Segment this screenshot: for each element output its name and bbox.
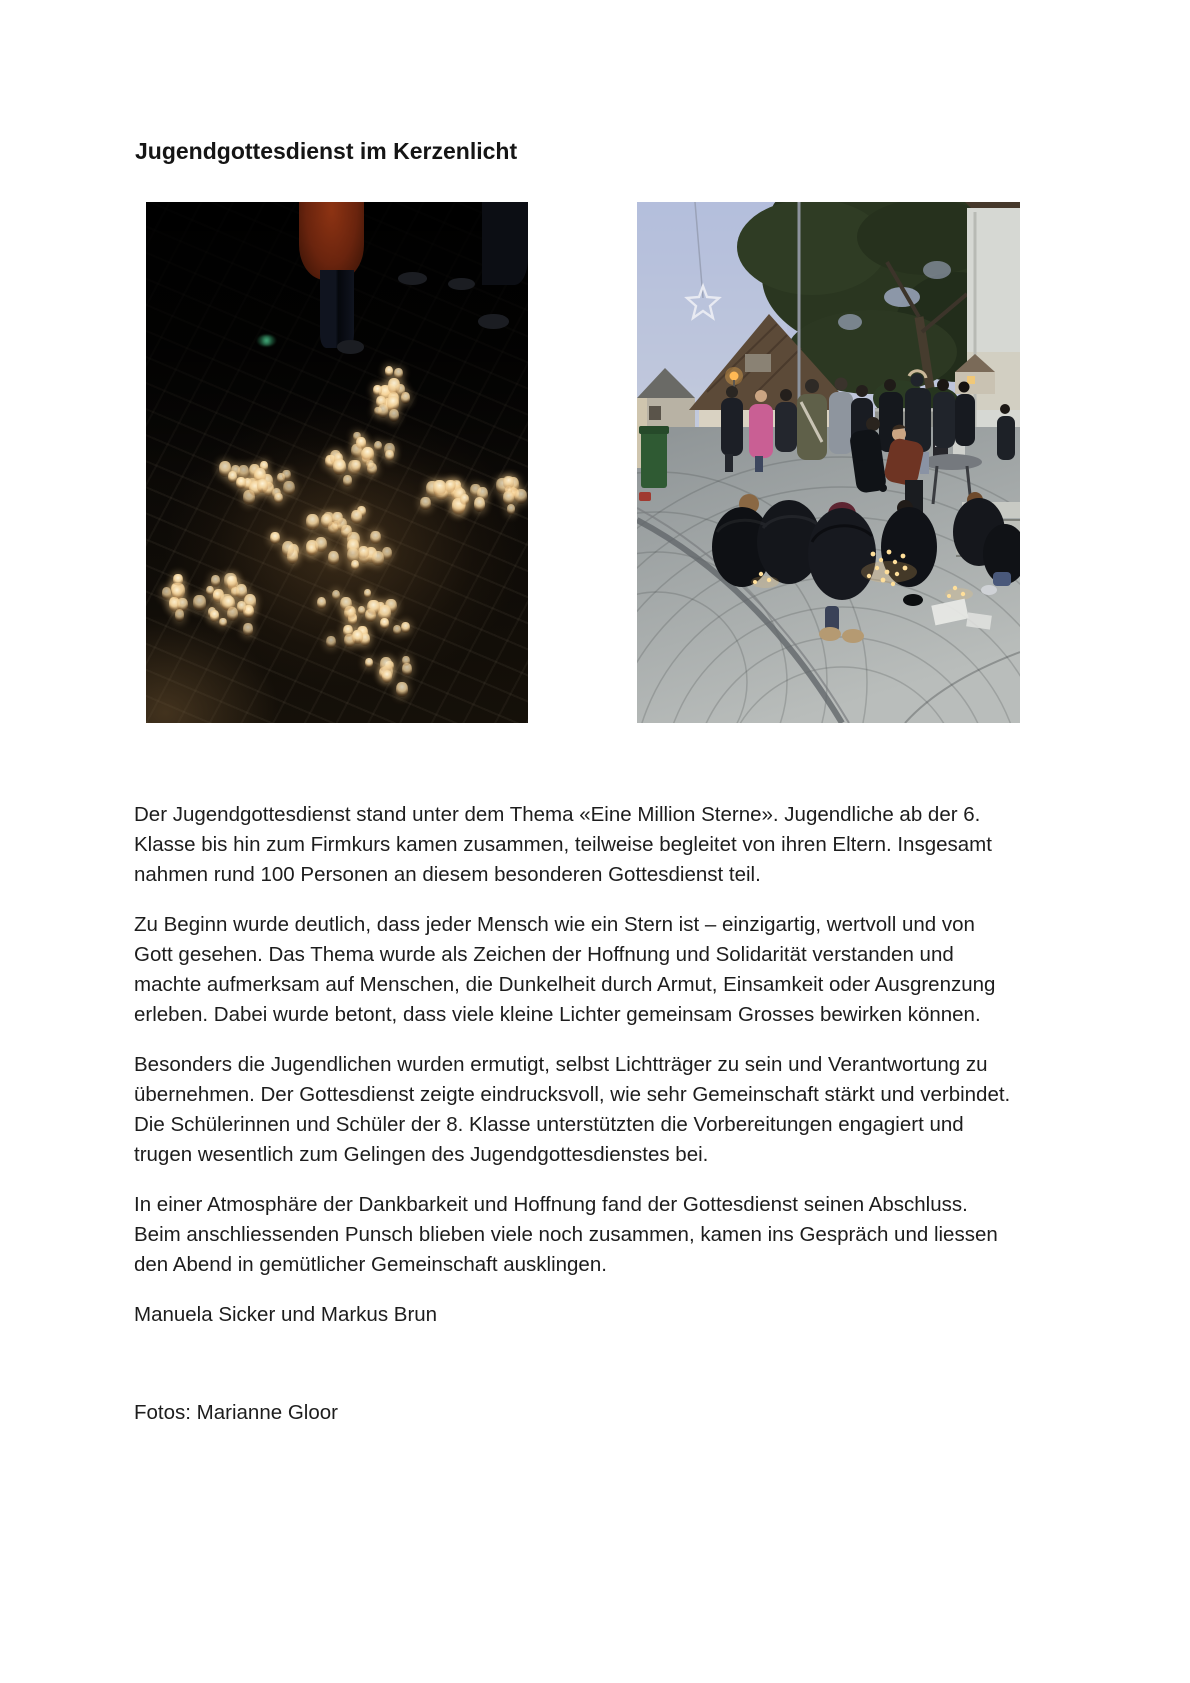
candle-glow bbox=[307, 544, 316, 555]
candle-glow bbox=[393, 625, 401, 635]
paragraph: In einer Atmosphäre der Dankbarkeit und Hoffnung fand der Gottesdienst seinen Abschluss. Beim anschliessenden Punsch blieben viele noch zusammen, kamen ins Gespräch und liessen den Abend in gemütlicher Gemeinschaft ausklingen. bbox=[134, 1193, 998, 1276]
candle-glow bbox=[219, 618, 227, 628]
photo-shoe bbox=[478, 314, 509, 329]
candle-glow bbox=[373, 385, 382, 396]
candle-glow bbox=[177, 598, 188, 611]
candle-glow bbox=[352, 630, 363, 644]
candle-glow bbox=[402, 656, 410, 666]
candle-glow bbox=[270, 532, 280, 544]
candle-glow bbox=[257, 479, 268, 493]
candle-glow bbox=[385, 366, 394, 377]
photo-plaza-dusk bbox=[637, 202, 1020, 723]
paragraph: Zu Beginn wurde deutlich, dass jeder Mensch wie ein Stern ist – einzigartig, wertvoll und von Gott gesehen. Das Thema wurde als Zeichen der Hoffnung und Solidarität verstanden und machte aufmerksam auf Menschen, die Dunkelheit durch Armut, Einsamkeit oder Ausgrenzung erleben. Dabei wurde betont, dass viele kleine Lichter gemeinsam Grosses bewirken können. bbox=[134, 913, 996, 1026]
candle-glow bbox=[503, 491, 514, 505]
photo-shoe bbox=[398, 272, 427, 285]
candle-glow bbox=[243, 623, 253, 635]
candle-glow bbox=[282, 470, 290, 480]
candle-glow bbox=[380, 618, 389, 629]
candle-glow bbox=[237, 601, 246, 612]
candle-glow bbox=[389, 409, 400, 422]
candle-glow bbox=[358, 606, 365, 615]
candle-glow bbox=[283, 481, 294, 495]
candle-glow bbox=[367, 600, 379, 615]
candle-glow bbox=[222, 596, 234, 611]
candle-glow bbox=[358, 546, 369, 560]
candle-glow bbox=[396, 682, 408, 697]
candle-glow bbox=[503, 476, 513, 489]
candle-glow bbox=[474, 497, 486, 511]
candle-glow bbox=[382, 670, 392, 683]
candle-glow bbox=[445, 480, 455, 493]
paragraph: Besonders die Jugendlichen wurden ermutigt, selbst Lichtträger zu sein und Verantwortung zu übernehmen. Der Gottesdienst zeigte eindrucksvoll, wie sehr Gemeinschaft stärkt und verbindet. Die Schülerinnen und Schüler der 8. Klasse unterstützten die Vorbereitungen engagiert und trugen wesentlich zum Gelingen des Jugendgottesdienstes bei. bbox=[134, 1053, 1011, 1166]
candle-glow bbox=[385, 450, 394, 461]
candle-glow bbox=[351, 510, 362, 524]
candle-glow bbox=[173, 574, 182, 586]
candle-glow bbox=[332, 590, 341, 601]
candle-glow bbox=[326, 636, 336, 648]
candle-glow bbox=[343, 475, 352, 486]
candle-glow bbox=[401, 622, 410, 633]
candle-glow bbox=[211, 575, 220, 587]
candle-glow bbox=[364, 589, 371, 598]
candle-glow bbox=[236, 477, 245, 489]
candle-glow bbox=[317, 597, 327, 609]
candle-glow bbox=[213, 590, 221, 600]
candle-glow bbox=[507, 504, 516, 515]
candle-glow bbox=[340, 597, 352, 612]
photo-figure-red-jacket bbox=[299, 202, 364, 280]
plaza-illustration bbox=[637, 202, 1020, 723]
photo-credit: Fotos: Marianne Gloor bbox=[134, 1401, 338, 1424]
candle-glow bbox=[210, 610, 219, 621]
candle-glow bbox=[433, 480, 446, 496]
paragraph: Der Jugendgottesdienst stand unter dem Thema «Eine Million Sterne». Jugendliche ab der 6. Klasse bis hin zum Firmkurs kamen zusammen, teilweise begleitet von ihren Eltern. Insgesamt nahmen rund 100 Personen an diesem besonderen Gottesdienst teil. bbox=[134, 803, 992, 886]
candle-glow bbox=[315, 537, 327, 552]
candle-glow bbox=[172, 586, 182, 599]
document-title: Jugendgottesdienst im Kerzenlicht bbox=[135, 138, 518, 164]
photo-green-light bbox=[257, 335, 276, 346]
photo-shoe bbox=[448, 278, 475, 291]
byline: Manuela Sicker und Markus Brun bbox=[134, 1303, 438, 1326]
candle-glow bbox=[374, 441, 383, 452]
candle-glow bbox=[306, 514, 319, 530]
candle-glow bbox=[460, 494, 469, 505]
photo-candle-star bbox=[146, 202, 528, 723]
photo-figure-legs bbox=[320, 270, 354, 348]
paragraphs bbox=[134, 800, 1016, 1350]
candle-glow bbox=[351, 460, 361, 472]
candle-glow bbox=[388, 378, 400, 393]
candle-glow bbox=[420, 497, 430, 510]
candle-glow bbox=[372, 551, 384, 566]
candle-glow bbox=[333, 459, 346, 475]
candle-glow bbox=[321, 514, 332, 528]
photo-figure-legs bbox=[482, 202, 528, 285]
candle-glow bbox=[394, 368, 403, 379]
candle-glow bbox=[378, 404, 389, 417]
candle-glow bbox=[351, 560, 359, 570]
candle-glow bbox=[282, 541, 295, 557]
green-bin bbox=[639, 426, 669, 488]
candle-glow bbox=[515, 489, 527, 504]
candle-glow bbox=[365, 658, 373, 668]
candle-glow bbox=[274, 493, 282, 503]
candle-glow bbox=[193, 595, 205, 610]
photo-shoe bbox=[337, 340, 364, 354]
candle-glow bbox=[370, 531, 381, 544]
red-object bbox=[639, 492, 651, 501]
candle-glow bbox=[328, 551, 339, 565]
candle-glow bbox=[224, 573, 236, 589]
candle-glow bbox=[236, 584, 247, 598]
candle-glow bbox=[332, 512, 343, 525]
